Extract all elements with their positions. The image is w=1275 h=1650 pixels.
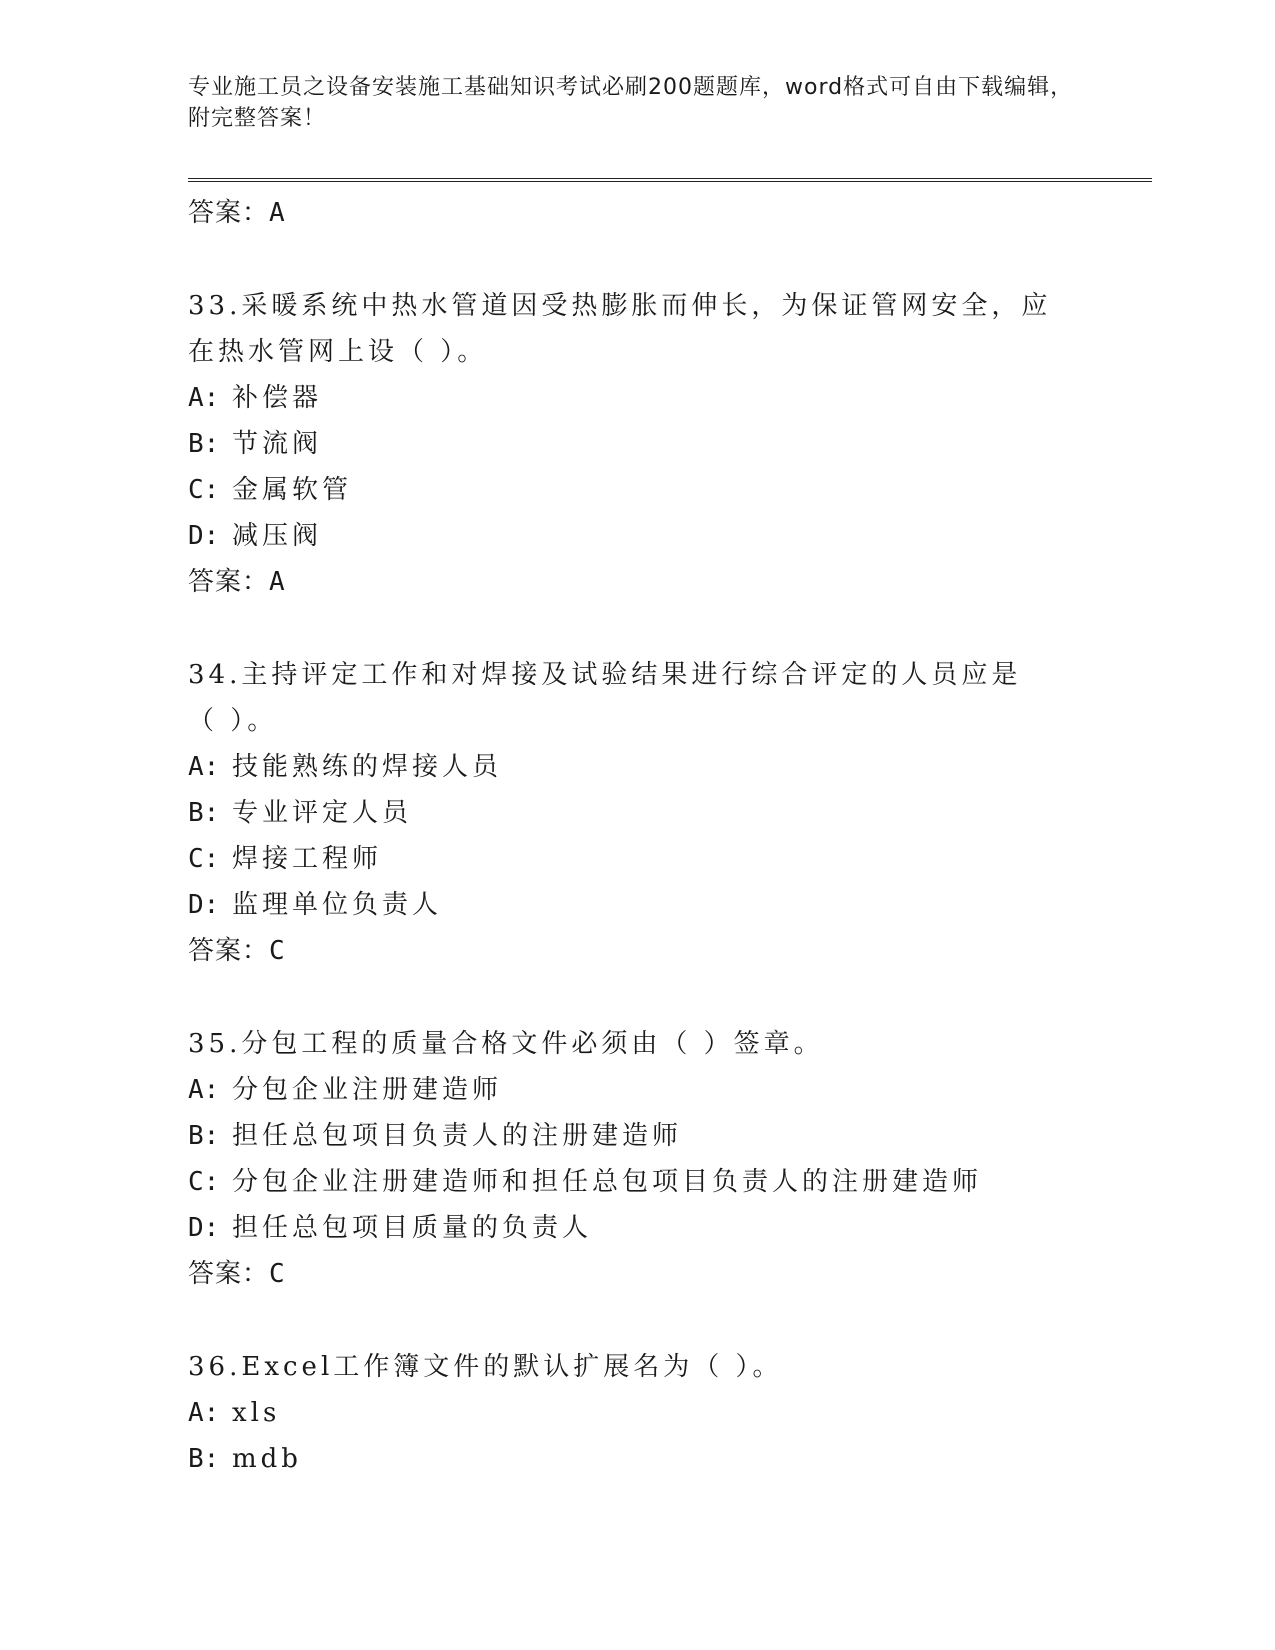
option-c	[188, 836, 1152, 882]
option-text: 焊接工程师	[232, 844, 383, 874]
question-text: 36.Excel工作簿文件的默认扩展名为（ ）。	[188, 1352, 783, 1382]
answer-value: C	[269, 1259, 286, 1289]
spacer	[188, 236, 1152, 283]
option-text: 补偿器	[232, 383, 323, 413]
option-key: A:	[188, 1398, 220, 1428]
option-key: D:	[188, 890, 220, 920]
question-35	[188, 1021, 1152, 1297]
spacer	[188, 1297, 1152, 1344]
option-a	[188, 744, 1152, 790]
option-key: A:	[188, 752, 220, 782]
option-b	[188, 421, 1152, 467]
option-key: A:	[188, 1075, 220, 1105]
answer-value: A	[269, 567, 286, 597]
option-text: 专业评定人员	[232, 798, 413, 828]
option-key: B:	[188, 798, 220, 828]
option-text: mdb	[232, 1444, 302, 1474]
answer-label: 答案：	[188, 1259, 270, 1289]
option-b	[188, 790, 1152, 836]
spacer	[188, 605, 1152, 652]
option-text: 担任总包项目负责人的注册建造师	[232, 1121, 683, 1151]
answer-line	[188, 559, 1152, 605]
answer-line	[188, 190, 1152, 236]
answer-line	[188, 1251, 1152, 1297]
document-title: 专业施工员之设备安装施工基础知识考试必刷200题题库，word格式可自由下载编辑，附完整答案！	[188, 75, 1074, 131]
question-text: 35.分包工程的质量合格文件必须由（ ）签章。	[188, 1029, 824, 1059]
header-divider	[188, 178, 1152, 182]
option-a	[188, 1390, 1152, 1436]
answer-label: 答案：	[188, 936, 270, 966]
option-b	[188, 1436, 1152, 1482]
option-key: C:	[188, 475, 220, 505]
question-33	[188, 283, 1152, 605]
option-key: D:	[188, 521, 220, 551]
question-list	[188, 190, 1152, 1482]
option-text: 监理单位负责人	[232, 890, 443, 920]
answer-line	[188, 928, 1152, 974]
option-text: 减压阀	[232, 521, 323, 551]
option-key: B:	[188, 429, 220, 459]
option-c	[188, 467, 1152, 513]
option-d	[188, 1205, 1152, 1251]
question-text: 33.采暖系统中热水管道因受热膨胀而伸长，为保证管网安全，应在热水管网上设（ ）。	[188, 291, 1052, 367]
option-text: xls	[232, 1398, 281, 1428]
option-key: A:	[188, 383, 220, 413]
question-36	[188, 1344, 1152, 1482]
question-text: 34.主持评定工作和对焊接及试验结果进行综合评定的人员应是（ ）。	[188, 660, 1022, 736]
option-d	[188, 513, 1152, 559]
option-key: D:	[188, 1213, 220, 1243]
option-text: 分包企业注册建造师和担任总包项目负责人的注册建造师	[232, 1167, 983, 1197]
option-text: 金属软管	[232, 475, 353, 505]
option-c	[188, 1159, 1152, 1205]
option-a	[188, 375, 1152, 421]
answer-value: C	[269, 936, 286, 966]
option-a	[188, 1067, 1152, 1113]
option-d	[188, 882, 1152, 928]
question-34	[188, 652, 1152, 974]
option-key: C:	[188, 844, 220, 874]
option-b	[188, 1113, 1152, 1159]
option-text: 技能熟练的焊接人员	[232, 752, 503, 782]
option-key: B:	[188, 1121, 220, 1151]
answer-label: 答案：	[188, 198, 270, 228]
spacer	[188, 974, 1152, 1021]
document-header	[188, 72, 1088, 134]
answer-value: A	[269, 198, 286, 228]
option-text: 分包企业注册建造师	[232, 1075, 503, 1105]
answer-label: 答案：	[188, 567, 270, 597]
option-key: B:	[188, 1444, 220, 1474]
option-text: 节流阀	[232, 429, 323, 459]
option-key: C:	[188, 1167, 220, 1197]
option-text: 担任总包项目质量的负责人	[232, 1213, 593, 1243]
